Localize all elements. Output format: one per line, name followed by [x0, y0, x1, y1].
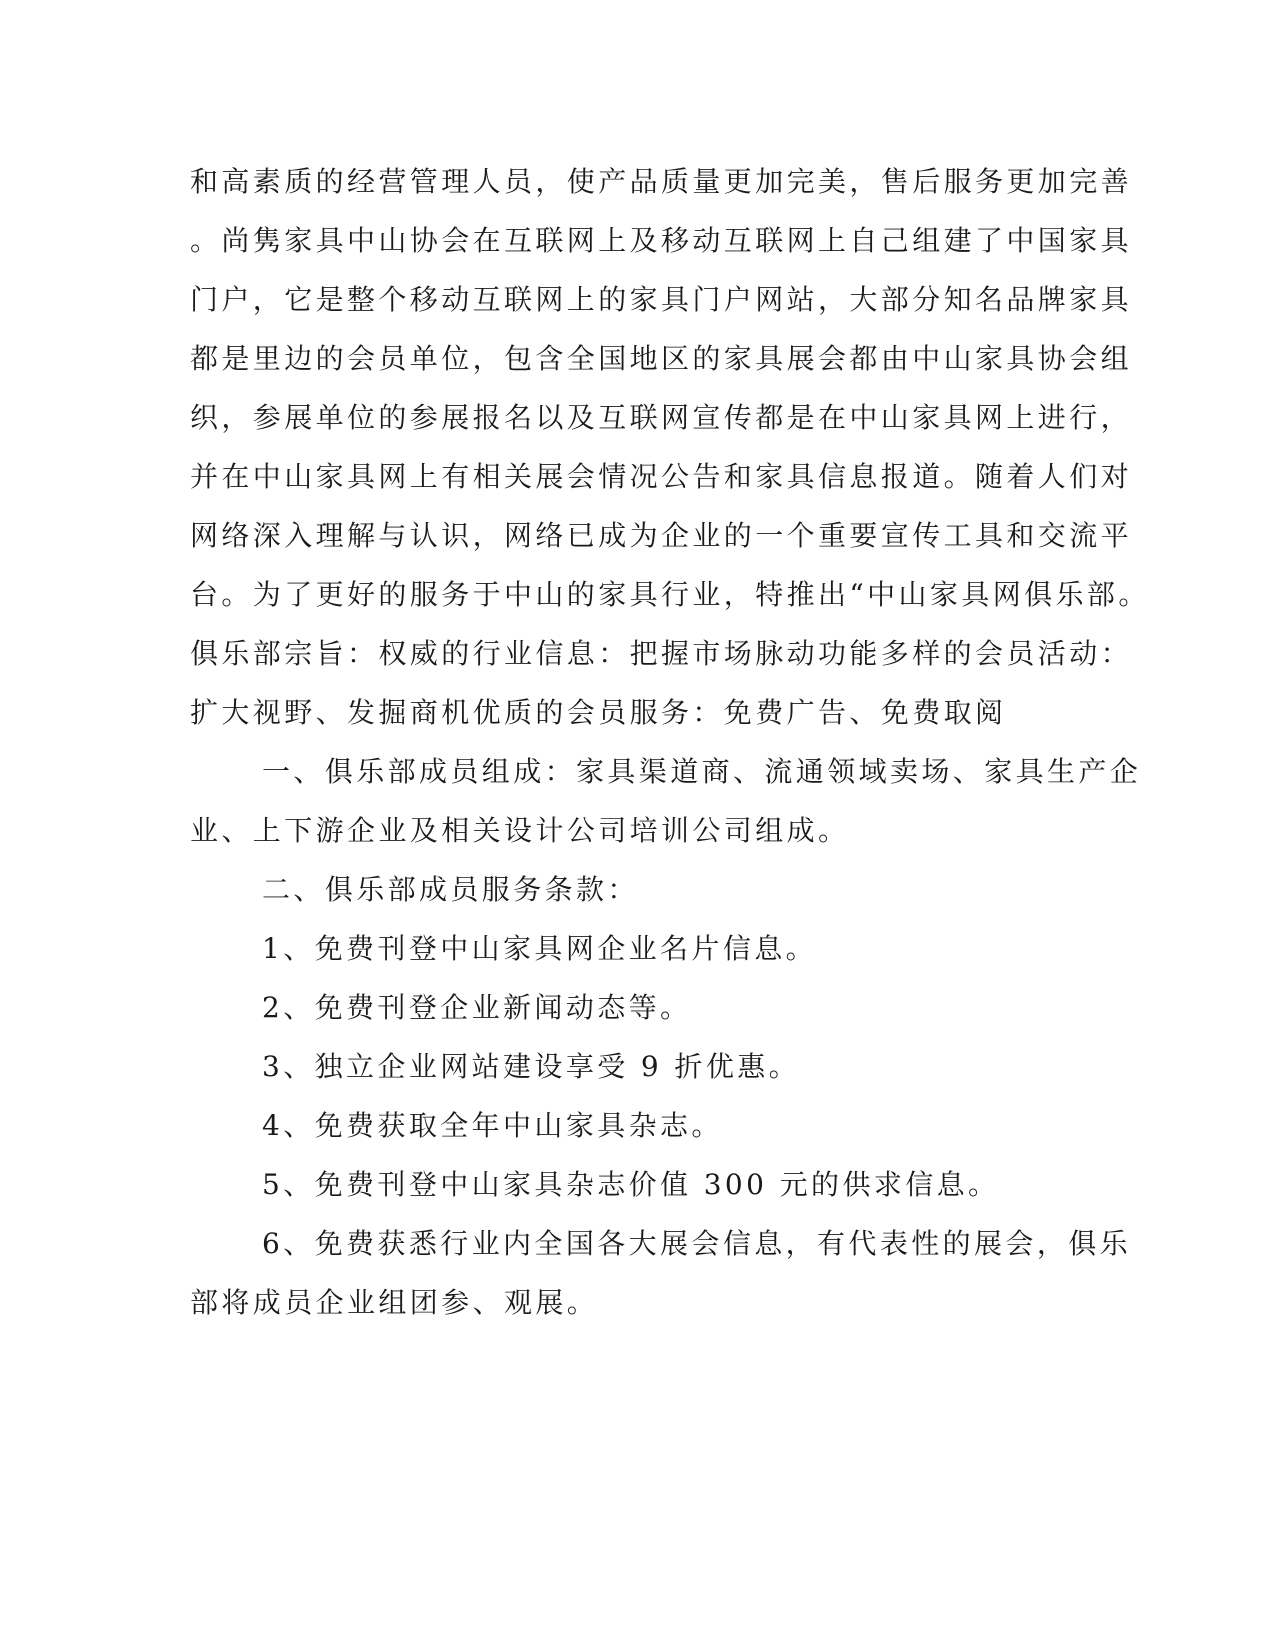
section-heading-terms: 二、俱乐部成员服务条款： — [262, 873, 639, 906]
section-heading-members: 一、俱乐部成员组成：家具渠道商、流通领域卖场、家具生产企 — [262, 755, 1142, 788]
paragraph-line: 门户，它是整个移动互联网上的家具门户网站，大部分知名品牌家具 — [190, 283, 1133, 316]
list-item-continuation: 部将成员企业组团参、观展。 — [190, 1286, 599, 1319]
paragraph-line: 和高素质的经营管理人员，使产品质量更加完美，售后服务更加完善 — [190, 165, 1133, 198]
paragraph-line: 业、上下游企业及相关设计公司培训公司组成。 — [190, 814, 850, 847]
list-item: 3、独立企业网站建设享受 9 折优惠。 — [262, 1050, 801, 1083]
list-item: 5、免费刊登中山家具杂志价值 300 元的供求信息。 — [262, 1168, 1000, 1201]
paragraph-line: 俱乐部宗旨：权威的行业信息：把握市场脉动功能多样的会员活动： — [190, 637, 1133, 670]
list-item: 2、免费刊登企业新闻动态等。 — [262, 991, 692, 1024]
paragraph-line: 网络深入理解与认识，网络已成为企业的一个重要宣传工具和交流平 — [190, 519, 1133, 552]
paragraph-line: 扩大视野、发掘商机优质的会员服务：免费广告、免费取阅 — [190, 696, 1007, 729]
paragraph-line: 台。为了更好的服务于中山的家具行业，特推出“中山家具网俱乐部。 — [190, 578, 1150, 611]
paragraph-line: 。尚隽家具中山协会在互联网上及移动互联网上自己组建了中国家具 — [190, 224, 1133, 257]
paragraph-line: 都是里边的会员单位，包含全国地区的家具展会都由中山家具协会组 — [190, 342, 1133, 375]
list-item: 6、免费获悉行业内全国各大展会信息，有代表性的展会，俱乐 — [262, 1227, 1132, 1260]
list-item: 4、免费获取全年中山家具杂志。 — [262, 1109, 723, 1142]
list-item: 1、免费刊登中山家具网企业名片信息。 — [262, 932, 818, 965]
paragraph-line: 并在中山家具网上有相关展会情况公告和家具信息报道。随着人们对 — [190, 460, 1133, 493]
paragraph-line: 织，参展单位的参展报名以及互联网宣传都是在中山家具网上进行， — [190, 401, 1133, 434]
